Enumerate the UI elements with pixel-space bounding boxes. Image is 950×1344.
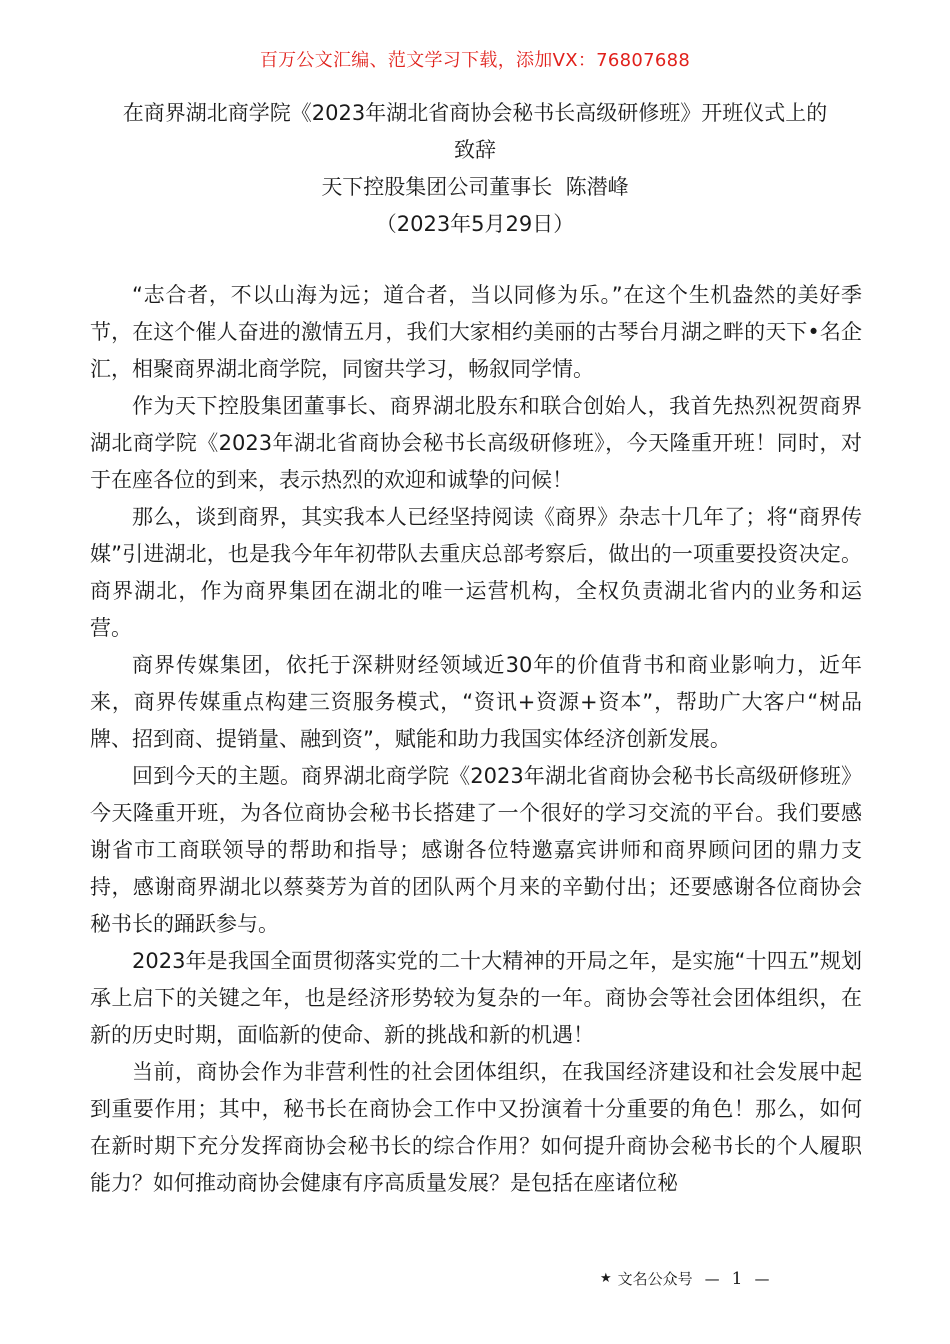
page-number: 1 [731, 1268, 743, 1289]
date-line: （2023年5月29日） [375, 212, 575, 236]
footer-label: 文名公众号 [617, 1270, 693, 1288]
paragraph: 2023年是我国全面贯彻落实党的二十大精神的开局之年，是实施“十四五”规划承上启下的关键之年，也是经济形势较为复杂的一年。商协会等社会团体组织，在新的历史时期，面临新的使命、新的挑战和新的机遇！ [90, 949, 862, 1047]
paragraph: 那么，谈到商界，其实我本人已经坚持阅读《商界》杂志十几年了；将“商界传媒”引进湖北，也是我今年年初带队去重庆总部考察后，做出的一项重要投资决定。商界湖北，作为商界集团在湖北的唯一运营机构，全权负责湖北省内的业务和运营。 [90, 505, 862, 640]
footer-dash-left: — [704, 1269, 720, 1288]
paragraph: 回到今天的主题。商界湖北商学院《2023年湖北省商协会秘书长高级研修班》今天隆重开班，为各位商协会秘书长搭建了一个很好的学习交流的平台。我们要感谢省市工商联领导的帮助和指导；感谢各位特邀嘉宾讲师和商界顾问团的鼎力支持，感谢商界湖北以蔡葵芳为首的团队两个月来的辛勤付出；还要感谢各位商协会秘书长的踊跃参与。 [90, 764, 862, 936]
paragraph: 当前，商协会作为非营利性的社会团体组织，在我国经济建设和社会发展中起到重要作用；其中，秘书长在商协会工作中又扮演着十分重要的角色！那么，如何在新时期下充分发挥商协会秘书长的综合作用？如何提升商协会秘书长的个人履职能力？如何推动商协会健康有序高质量发展？是包括在座诸位秘 [90, 1060, 862, 1195]
paragraph: 作为天下控股集团董事长、商界湖北股东和联合创始人，我首先热烈祝贺商界湖北商学院《2023年湖北省商协会秘书长高级研修班》，今天隆重开班！同时，对于在座各位的到来，表示热烈的欢迎和诚挚的问候！ [90, 394, 862, 492]
document-title-block [60, 95, 890, 243]
paragraph: 商界传媒集团，依托于深耕财经领域近30年的价值背书和商业影响力，近年来，商界传媒重点构建三资服务模式，“资讯+资源+资本”，帮助广大客户“树品牌、招到商、提销量、融到资”，赋能和助力我国实体经济创新发展。 [90, 653, 862, 751]
watermark-text: 百万公文汇编、范文学习下载，添加VX：76807688 [259, 50, 691, 71]
page-footer [600, 1268, 860, 1289]
title-line-1: 在商界湖北商学院《2023年湖北省商协会秘书长高级研修班》开班仪式上的 [122, 101, 828, 125]
document-body [90, 277, 862, 1202]
author-line: 天下控股集团公司董事长 陈潜峰 [321, 175, 629, 199]
title-line-2: 致辞 [454, 138, 496, 162]
paragraph: “志合者，不以山海为远；道合者，当以同修为乐。”在这个生机盎然的美好季节，在这个催人奋进的激情五月，我们大家相约美丽的古琴台月湖之畔的天下•名企汇，相聚商界湖北商学院，同窗共学习，畅叙同学情。 [90, 283, 862, 381]
footer-dash-right: — [754, 1269, 770, 1288]
star-icon: ★ [600, 1271, 612, 1286]
